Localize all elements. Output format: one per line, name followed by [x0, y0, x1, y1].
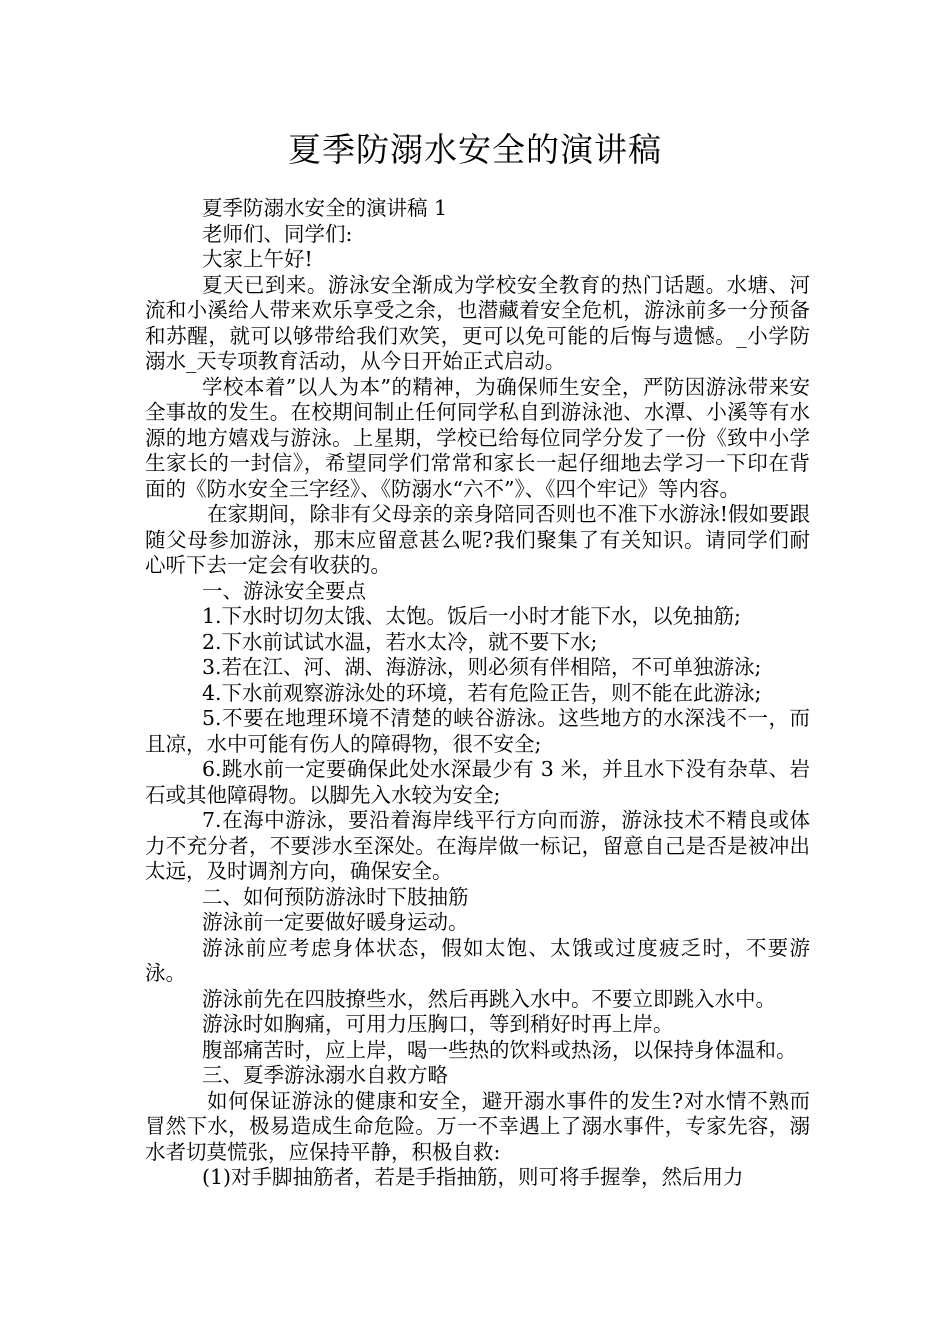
tip-paragraph: 游泳前先在四肢撩些水，然后再跳入水中。不要立即跳入水中。	[202, 986, 776, 1011]
list-item: 5.不要在地理环境不清楚的峡谷游泳。这些地方的水深浅不一，而且凉，水中可能有伤人的障碍物，很不安全;	[145, 706, 810, 756]
document-title: 夏季防溺水安全的演讲稿	[288, 130, 662, 169]
section-heading-3: 三、夏季游泳溺水自救方略	[202, 1063, 448, 1087]
tip-paragraph: 游泳前应考虑身体状态，假如太饱、太饿或过度疲乏时，不要游泳。	[145, 935, 810, 985]
salutation: 老师们、同学们:	[202, 221, 353, 246]
section-heading-2: 二、如何预防游泳时下肢抽筋	[202, 884, 469, 909]
greeting: 大家上午好!	[202, 247, 313, 271]
list-item: 3.若在江、河、湖、海游泳，则必须有伴相陪，不可单独游泳;	[202, 655, 762, 679]
self-rescue-paragraph: 如何保证游泳的健康和安全，避开溺水事件的发生?对水情不熟而冒然下水，极易造成生命危险。万一不幸遇上了溺水事件，专家先容，溺水者切莫慌张，应保持平静，积极自救:	[145, 1088, 810, 1164]
tip-paragraph: 游泳前一定要做好暖身运动。	[202, 910, 469, 934]
list-item: 7.在海中游泳，要沿着海岸线平行方向而游，游泳技术不精良或体力不充分者，不要涉水至深处。在海岸做一标记，留意自己是否是被冲出太远，及时调剂方向，确保安全。	[145, 808, 810, 883]
school-policy-paragraph: 学校本着”以人为本”的精神，为确保师生安全，严防因游泳带来安全事故的发生。在校期间制止任何同学私自到游泳池、水潭、小溪等有水源的地方嬉戏与游泳。上星期，学校已给每位同学分发了一份《致中小学生家长的一封信》，希望同学们常常和家长一起仔细地去学习一下印在背面的《防水安全三字经》、《防溺水“六不”》、《四个牢记》等内容。	[145, 374, 810, 501]
self-rescue-item: (1)对手脚抽筋者，若是手指抽筋，则可将手握拳，然后用力	[202, 1165, 744, 1189]
speech-heading: 夏季防溺水安全的演讲稿 1	[202, 196, 448, 220]
list-item: 6.跳水前一定要确保此处水深最少有 3 米，并且水下没有杂草、岩石或其他障碍物。以脚先入水较为安全;	[145, 757, 810, 807]
intro-paragraph: 夏天已到来。游泳安全渐成为学校安全教育的热门话题。水塘、河流和小溪给人带来欢乐享受之余，也潜藏着安全危机，游泳前多一分预备和苏醒，就可以够带给我们欢笑，更可以免可能的后悔与遗憾。_小学防溺水_天专项教育活动，从今日开始正式启动。	[145, 272, 810, 373]
section-heading-1: 一、游泳安全要点	[202, 578, 366, 603]
document-body	[145, 196, 810, 1191]
home-safety-paragraph: 在家期间，除非有父母亲的亲身陪同否则也不准下水游泳!假如要跟随父母参加游泳，那末应留意甚么呢?我们聚集了有关知识。请同学们耐心听下去一定会有收获的。	[145, 502, 810, 577]
tip-paragraph: 游泳时如胸痛，可用力压胸口，等到稍好时再上岸。	[202, 1012, 674, 1036]
list-item: 1.下水时切勿太饿、太饱。饭后一小时才能下水，以免抽筋;	[202, 604, 741, 628]
list-item: 4.下水前观察游泳处的环境，若有危险正告，则不能在此游泳;	[202, 680, 762, 705]
list-item: 2.下水前试试水温，若水太冷，就不要下水;	[202, 629, 598, 654]
tip-paragraph: 腹部痛苦时，应上岸，喝一些热的饮料或热汤，以保持身体温和。	[202, 1037, 797, 1062]
